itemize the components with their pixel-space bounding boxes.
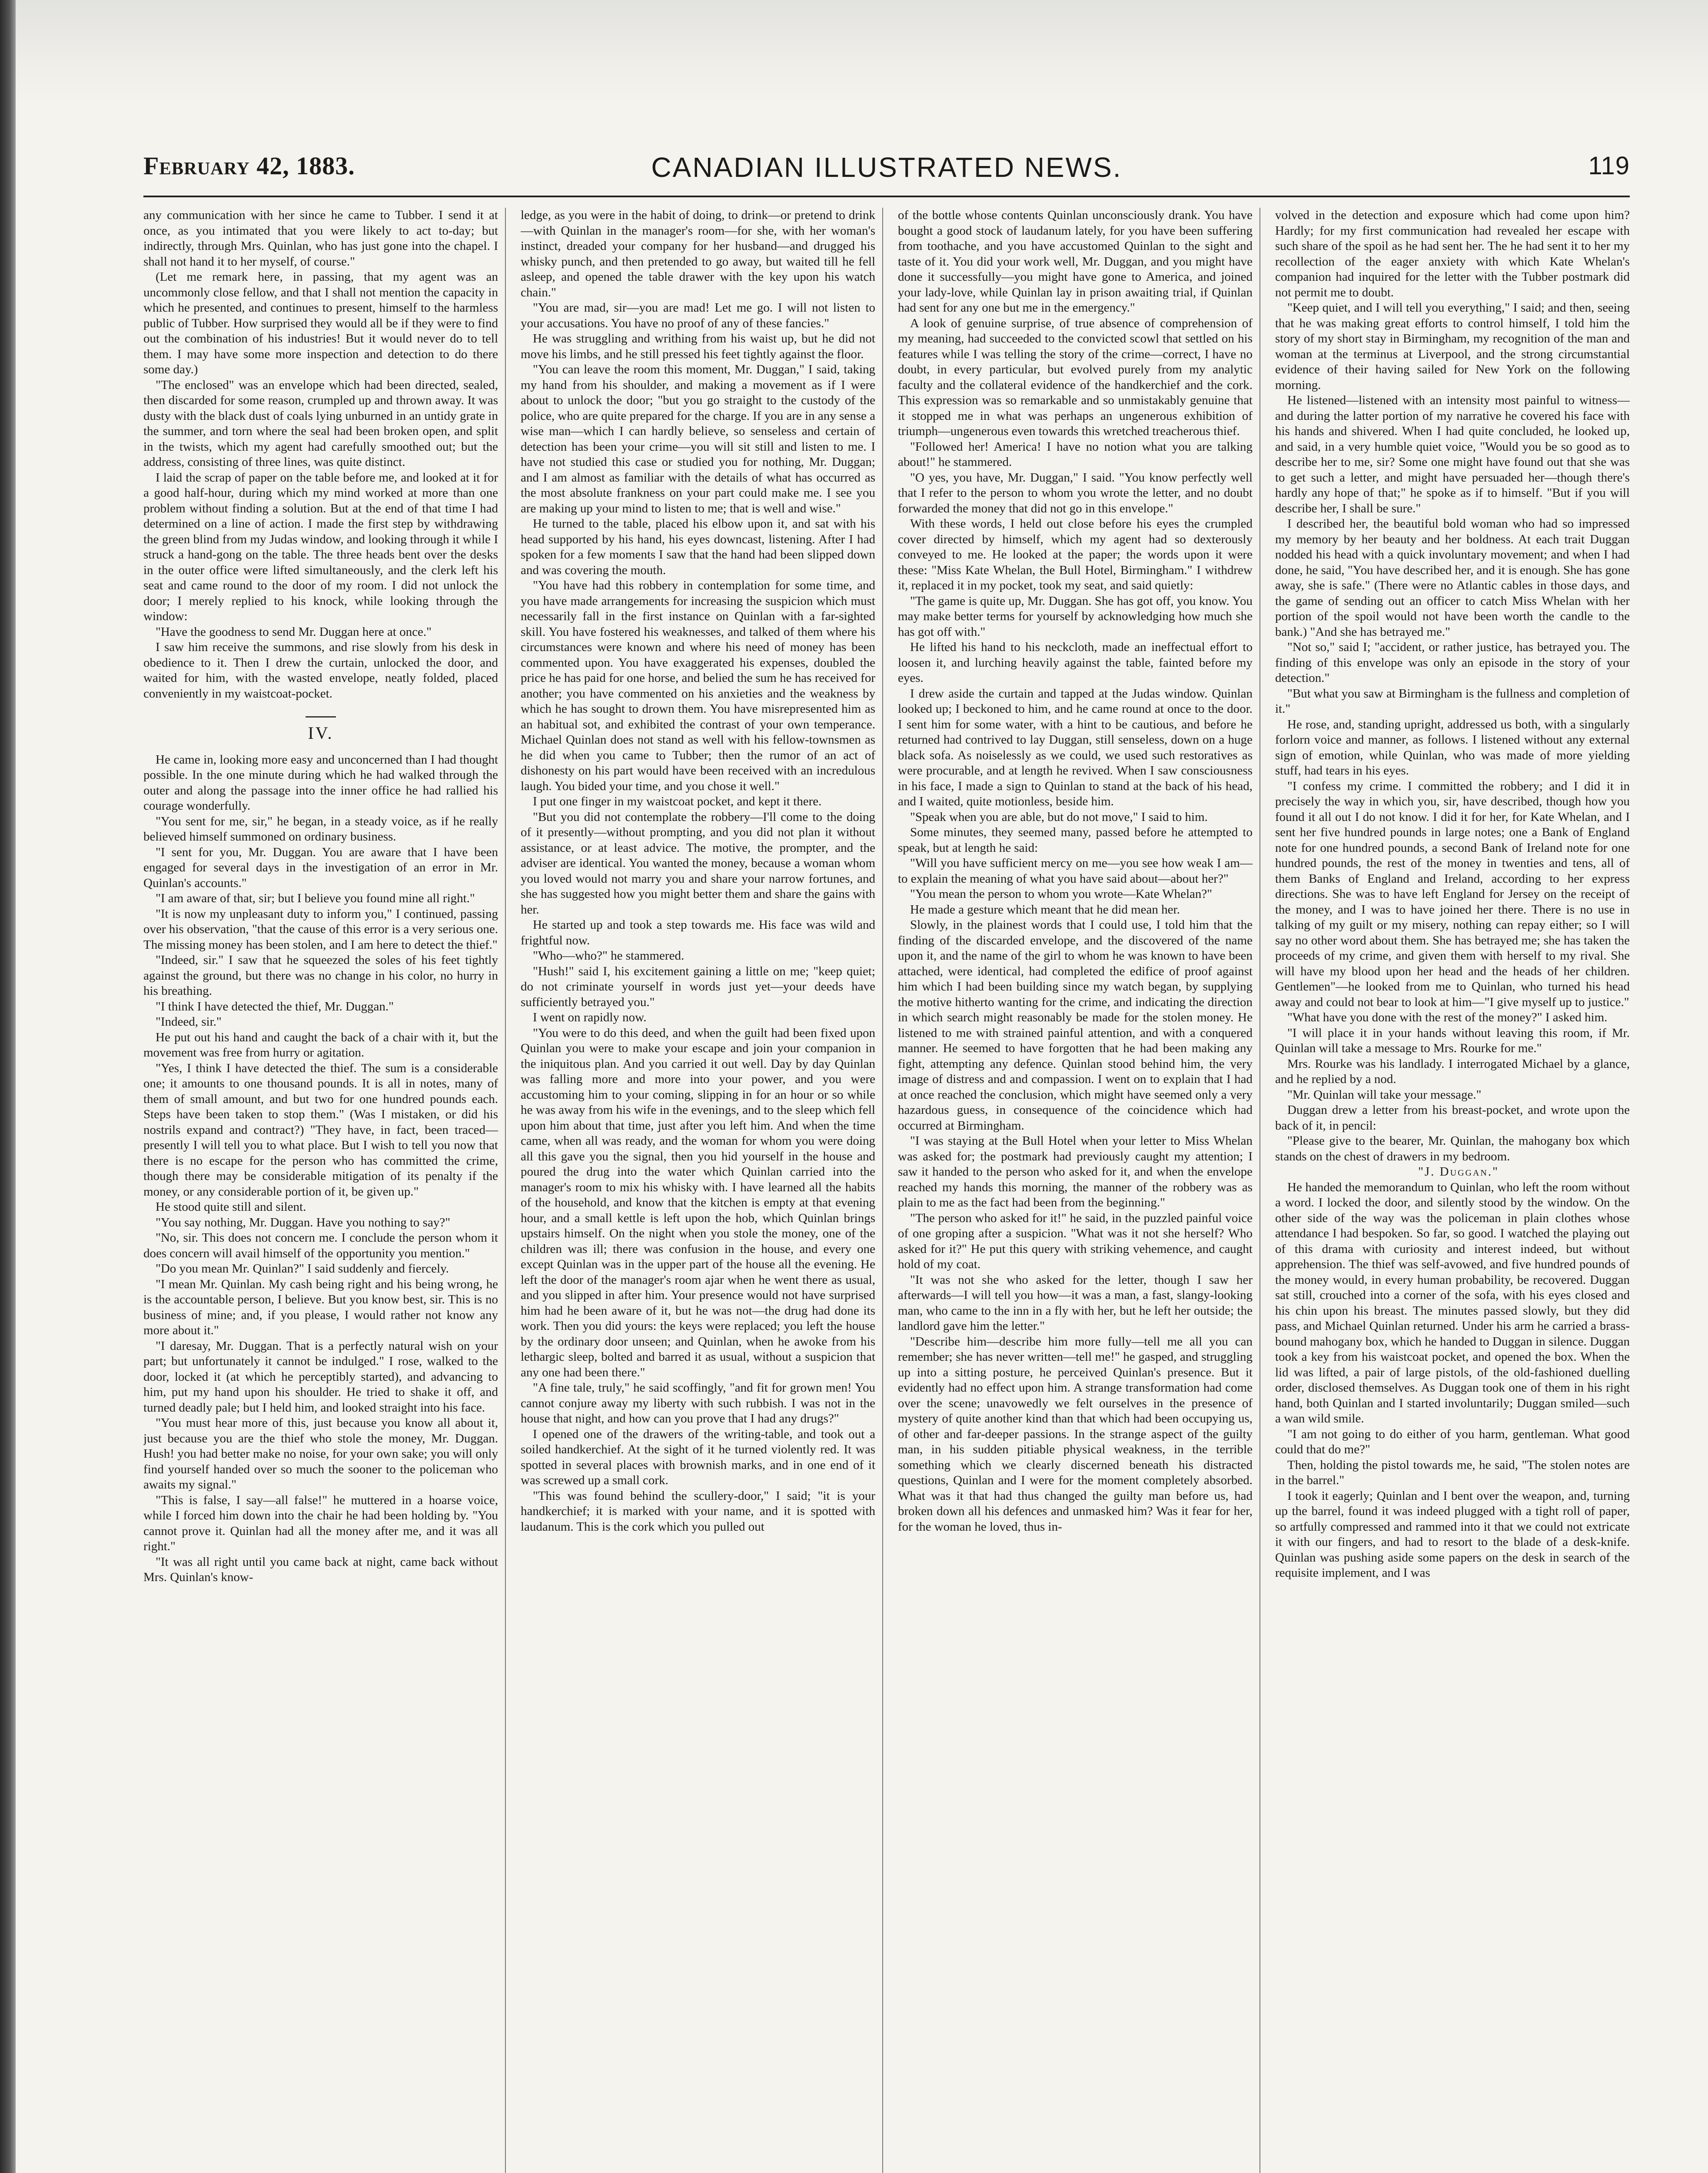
paragraph: "Not so," said I; "accident, or rather justice, has betrayed you. The finding of this envelope was only an episode in the story of your detection." [1275, 640, 1630, 685]
paragraph: "You must hear more of this, just because you know all about it, just because you are the thief who stole the money, Mr. Duggan. Hush! you had better make no noise, for your own sake; you will only find yourself handed over so much the sooner to the policeman who awaits my signal." [143, 1416, 498, 1492]
paragraph: "I am not going to do either of you harm, gentleman. What good could that do me?" [1275, 1427, 1630, 1456]
column-3 [898, 208, 1260, 2173]
paragraph: "A fine tale, truly," he said scoffingly, "and fit for grown men! You cannot conjure away my liberty with such rubbish. I was not in the house that night, and how can you prove that I had any drugs?" [521, 1381, 875, 1425]
paragraph: "I am aware of that, sir; but I believe you found mine all right." [156, 891, 475, 905]
paragraph: "This is false, I say—all false!" he muttered in a hoarse voice, while I forced him down into the chair he had been holding by. "You cannot prove it. Quinlan had all the money after me, and it was all right." [143, 1493, 498, 1553]
paragraph: "You mean the person to whom you wrote—Kate Whelan?" [910, 887, 1213, 901]
paragraph: "Speak when you are able, but do not move," I said to him. [910, 810, 1208, 824]
paragraph: "Yes, I think I have detected the thief. The sum is a considerable one; it amounts to one thousand pounds. It is all in notes, many of them of small amount, and but two for one hundred pounds each. Steps have been taken to stop them." (Was I mistaken, or did his nostrils expand and contract?) "They have, in fact, been traced—presently I will tell you to what place. But I wish to tell you now that there is no escape for the person who has committed the crime, though there may be considerable mitigation of its penalty if the money, or any considerable portion of it, be given up." [143, 1061, 498, 1199]
paragraph: Duggan drew a letter from his breast-pocket, and wrote upon the back of it, in pencil: [1275, 1103, 1630, 1133]
paragraph: ledge, as you were in the habit of doing, to drink—or pretend to drink—with Quinlan in the manager's room—for she, with her woman's instinct, dreaded your company for her husband—and drugged his whisky punch, and then pretended to go away, but waited till he fell asleep, and opened the table drawer with the key upon his watch chain." [521, 208, 875, 299]
section-number: IV. [308, 723, 334, 743]
paragraph: "You can leave the room this moment, Mr. Duggan," I said, taking my hand from his shoulder, and making a movement as if I were about to unlock the door; "but you go straight to the custody of the police, who are quite prepared for the charge. If you are in any sense a wise man—which I can hardly believe, so senseless and certain of detection has been your crime—you will sit still and listen to me. I have not studied this case or studied you for nothing, Mr. Duggan; and I am almost as familiar with the details of what has occurred as the most absolute frankness on your part could make me. I see you are making up your mind to listen to me; that is well and wise." [521, 362, 875, 515]
paragraph: "You sent for me, sir," he began, in a steady voice, as if he really believed himself summoned on ordinary business. [143, 814, 498, 844]
paragraph: "No, sir. This does not concern me. I conclude the person whom it does concern will avail himself of the opportunity you mention." [143, 1231, 498, 1260]
paragraph: I opened one of the drawers of the writing-table, and took out a soiled handkerchief. At the sight of it he turned violently red. It was spotted in several places with brownish marks, and in one end of it was screwed up a small cork. [521, 1427, 875, 1487]
paragraph: "Hush!" said I, his excitement gaining a little on me; "keep quiet; do not criminate yourself in words just yet—your deeds have sufficiently betrayed you." [521, 964, 875, 1009]
paragraph: "I was staying at the Bull Hotel when your letter to Miss Whelan was asked for; the postmark had previously caught my attention; I saw it handed to the person who asked for it, and when the envelope reached my hands this morning, the manner of the robbery was as plain to me as the fact had been from the beginning." [898, 1134, 1253, 1209]
paragraph: "I sent for you, Mr. Duggan. You are aware that I have been engaged for several days in the investigation of an error in Mr. Quinlan's accounts." [143, 845, 498, 890]
paragraph: "Mr. Quinlan will take your message." [1287, 1087, 1482, 1102]
section-divider [306, 716, 336, 718]
paragraph: "You are mad, sir—you are mad! Let me go. I will not listen to your accusations. You have no proof of any of these fancies." [521, 301, 875, 330]
paragraph: "But what you saw at Birmingham is the fullness and completion of it." [1275, 686, 1630, 716]
paragraph: I saw him receive the summons, and rise slowly from his desk in obedience to it. Then I drew the curtain, unlocked the door, and waited for him, with the wasted envelope, neatly folded, placed conveniently in my waistcoat-pocket. [143, 640, 498, 701]
header-page-number: 119 [1588, 152, 1630, 180]
paragraph: "Will you have sufficient mercy on me—you see how weak I am—to explain the meaning of what you have said about—about her?" [898, 856, 1253, 886]
paragraph: "Do you mean Mr. Quinlan?" I said suddenly and fiercely. [156, 1262, 449, 1276]
paragraph: I drew aside the curtain and tapped at the Judas window. Quinlan looked up; I beckoned to him, and he came round at once to the door. I sent him for some water, with a hint to be cautious, and before he returned had contrived to lay Duggan, still senseless, down on a huge black sofa. As noiselessly as we could, we used such restoratives as were procurable, and at length he revived. When I saw consciousness in his face, I made a sign to Quinlan to stand at the back of his head, and I waited, quite motionless, beside him. [898, 686, 1253, 808]
paragraph: "Who—who?" he stammered. [533, 949, 685, 963]
paragraph: He turned to the table, placed his elbow upon it, and sat with his head supported by his hand, his eyes downcast, listening. After I had spoken for a few moments I saw that the hand had been slipped down and was covering the mouth. [521, 517, 875, 577]
paragraph: "Describe him—describe him more fully—tell me all you can remember; she has never written—tell me!" he gasped, and struggling up into a sitting posture, he perceived Quinlan's presence. But it evidently had no effect upon him. A strange transformation had come over the scene; unavowedly we felt ourselves in the presence of mystery of quite another kind than that which had been occupying us, of other and far-deeper passions. In the strange aspect of the guilty man, in his sudden pitiable physical weakness, in the terrible something which we clearly discerned beneath his distracted questions, Quinlan and I were for the moment completely absorbed. What was it that had thus changed the guilty man before us, had broken down all his defences and unmasked him? Was it fear for her, for the woman he loved, thus in- [898, 1334, 1253, 1534]
paragraph: He rose, and, standing upright, addressed us both, with a singularly forlorn voice and manner, as follows. I listened without any external sign of emotion, while Quinlan, who was made of more yielding stuff, had tears in his eyes. [1275, 717, 1630, 777]
paragraph: "This was found behind the scullery-door," I said; "it is your handkerchief; it is marked with your name, and it is spotted with laudanum. This is the cork which you pulled out [521, 1489, 875, 1534]
paragraph: "Indeed, sir." I saw that he squeezed the soles of his feet tightly against the ground, but there was no change in his color, no hurry in his breathing. [143, 953, 498, 998]
paragraph: "The game is quite up, Mr. Duggan. She has got off, you know. You may make better terms for yourself by acknowledging how much she has got off with." [898, 594, 1253, 639]
paragraph: "O yes, you have, Mr. Duggan," I said. "You know perfectly well that I refer to the person to whom you wrote the letter, and no doubt forwarded the money that did not go in this envelope." [898, 470, 1253, 515]
paragraph: He lifted his hand to his neckcloth, made an ineffectual effort to loosen it, and lurching heavily against the table, fainted before my eyes. [898, 640, 1253, 685]
paragraph: any communication with her since he came to Tubber. I send it at once, as you intimated that you were likely to act to-day; but indirectly, through Mrs. Quinlan, who has just gone into the chapel. I shall not hand it to her myself, of course." [143, 208, 498, 269]
paragraph: "The enclosed" was an envelope which had been directed, sealed, then discarded for some reason, crumpled up and thrown away. It was dusty with the black dust of coals lying unburned in an untidy grate in the summer, and torn where the seal had been broken open, and split in the twists, which my agent had carefully smoothed out; but the address, consisting of three lines, was quite distinct. [143, 378, 498, 469]
column-2 [521, 208, 883, 2173]
paragraph: Slowly, in the plainest words that I could use, I told him that the finding of the discarded envelope, and the discovered of the name upon it, and the name of the girl to whom he was known to have been attached, were identical, had completed the edifice of proof against him which I had been building since my watch began, by supplying the motive hitherto wanting for the crime, and indicating the direction in which search might reasonably be made for the stolen money. He listened to me with strained painful attention, and with a conquered manner. He seemed to have forgotten that he had been making any fight, attempting any defence. Quinlan stood behind him, the very image of distress and and compassion. I went on to explain that I had at once reached the conclusion, which might have seemed only a very hazardous guess, in consequence of the coincidence which had occurred at Birmingham. [898, 918, 1253, 1133]
newspaper-page [143, 143, 1630, 2173]
paragraph: "Please give to the bearer, Mr. Quinlan, the mahogany box which stands on the chest of drawers in my bedroom. [1275, 1134, 1630, 1163]
paragraph: A look of genuine surprise, of true absence of comprehension of my meaning, had succeeded to the convicted scowl that settled on his features while I was telling the story of the crime—correct, I have no doubt, in every particular, but evolved purely from my analytic faculty and the collateral evidence of the handkerchief and the cork. This expression was so remarkable and so unmistakably genuine that it stopped me in what was perhaps an ungenerous exhibition of triumph—ungenerous even towards this wretched treacherous thief. [898, 316, 1253, 438]
paragraph: He put out his hand and caught the back of a chair with it, but the movement was free from hurry or agitation. [143, 1030, 498, 1060]
paragraph: "I think I have detected the thief, Mr. Duggan." [156, 999, 394, 1013]
paragraph: He was struggling and writhing from his waist up, but he did not move his limbs, and he still pressed his feet tightly against the floor. [521, 332, 875, 361]
paragraph: Then, holding the pistol towards me, he said, "The stolen notes are in the barrel." [1275, 1458, 1630, 1487]
paragraph: "It was all right until you came back at night, came back without Mrs. Quinlan's know- [143, 1555, 498, 1584]
scan-top-shadow [0, 0, 1708, 104]
paragraph: Some minutes, they seemed many, passed before he attempted to speak, but at length he said: [898, 825, 1253, 855]
scan-binding-edge [0, 0, 16, 2173]
column-4 [1275, 208, 1630, 2173]
paragraph: "Followed her! America! I have no notion what you are talking about!" he stammered. [898, 439, 1253, 469]
paragraph: (Let me remark here, in passing, that my agent was an uncommonly close fellow, and that I shall not mention the capacity in which he presented, and continues to present, himself to the harmless public of Tubber. How surprised they would all be if they were to find out the combination of his industries! But it would never do to tell them. I may have some more inspection and detection to do there some day.) [143, 270, 498, 376]
paragraph: I put one finger in my waistcoat pocket, and kept it there. [533, 794, 822, 808]
paragraph: I went on rapidly now. [533, 1010, 647, 1024]
header-title: CANADIAN ILLUSTRATED NEWS. [651, 152, 1122, 183]
paragraph: I took it eagerly; Quinlan and I bent over the weapon, and, turning up the barrel, found it was indeed plugged with a tight roll of paper, so artfully compressed and rammed into it that we could not extricate it with our fingers, and had to resort to the blade of a desk-knife. Quinlan was pushing aside some papers on the desk in search of the requisite implement, and I was [1275, 1489, 1630, 1580]
paragraph: "Keep quiet, and I will tell you everything," I said; and then, seeing that he was making great efforts to control himself, I told him the story of my short stay in Birmingham, my recognition of the man and woman at the terminus at Liverpool, and the strong circumstantial evidence of their having sailed for New York on the following morning. [1275, 301, 1630, 392]
paragraph: "I will place it in your hands without leaving this room, if Mr. Quinlan will take a message to Mrs. Rourke for me." [1275, 1026, 1630, 1055]
paragraph: "You have had this robbery in contemplation for some time, and you have made arrangements for increasing the suspicion which must necessarily fall in the first instance on Quinlan with a far-sighted skill. You have fostered his weaknesses, and talked of them where his circumstances were known and where his need of money has been commented upon. You have exaggerated his expenses, doubled the price he has paid for one horse, and belied the sum he has received for another; you have commented on his anxieties and the weakness by which he has sought to drown them. You have misrepresented him as an habitual sot, and exhibited the contrast of your own temperance. Michael Quinlan does not stand as well with his fellow-townsmen as he did when you came to Tubber; then the rumor of an act of dishonesty on his part would have been received with an incredulous laugh. You bided your time, and you chose it well." [521, 578, 875, 793]
paragraph: "You say nothing, Mr. Duggan. Have you nothing to say?" [156, 1215, 451, 1229]
paragraph: He stood quite still and silent. [156, 1200, 306, 1214]
paragraph: He listened—listened with an intensity most painful to witness—and during the latter portion of my narrative he covered his face with his hands and shivered. When I had quite concluded, he looked up, and said, in a very humble quiet voice, "Would you be so good as to describe her to me, sir? Some one might have found out that she was to get such a letter, and might have persuaded her—though there's hardly any hope of that;" he spoke as if to himself. "But if you will describe her, I shall be sure." [1275, 393, 1630, 515]
text-columns [143, 208, 1630, 2173]
paragraph: He made a gesture which meant that he did mean her. [910, 902, 1180, 917]
paragraph: He started up and took a step towards me. His face was wild and frightful now. [521, 918, 875, 947]
paragraph: "You were to do this deed, and when the guilt had been fixed upon Quinlan you were to make your escape and join your companion in the iniquitous plan. And you carried it out well. Day by day Quinlan was falling more and more into your power, and you were accustoming him to your coming, slipping in for an hour or so while he was away from his wife in the evenings, and to the sleep which fell upon him about that time, just after you left him. And when the time came, when all was ready, and the woman for whom you were doing all this gave you the signal, then you hid yourself in the house and poured the drug into the water which Quinlan carried into the manager's room to mix his whisky with. I have learned all the habits of the household, and know that the kitchen is empty at that evening hour, and a small kettle is left upon the hob, which Quinlan brings upstairs himself. On the night when you stole the money, one of the children was ill; there was confusion in the house, and every one except Quinlan was in the upper part of the house all the evening. He left the door of the manager's room ajar when he went there as usual, and you slipped in after him. Your presence would not have surprised him had he been aware of it, but he was not—the drug had done its work. Then you did yours: the keys were replaced; you left the house by the ordinary door unseen; and Quinlan, when he awoke from his lethargic sleep, bolted and barred it as usual, without a suspicion that any one had been there." [521, 1026, 875, 1379]
signature-line: "J. Duggan." [1418, 1165, 1499, 1179]
paragraph: "But you did not contemplate the robbery—I'll come to the doing of it presently—without prompting, and you did not plan it without assistance, or at least advice. The motive, the prompter, and the adviser are identical. You wanted the money, because a woman whom you loved would not marry you and share your narrow fortunes, and she has suggested how you might better them and share the gains with her. [521, 810, 875, 917]
paragraph: "It was not she who asked for the letter, though I saw her afterwards—I will tell you how—it was a man, a fast, slangy-looking man, who came to the inn in a fly with her, but he left her outside; the landlord gave him the letter." [898, 1273, 1253, 1333]
paragraph: I laid the scrap of paper on the table before me, and looked at it for a good half-hour, during which my mind worked at more than one problem without finding a solution. But at the end of that time I had determined on a line of action. I made the first step by withdrawing the green blind from my Judas window, and looking through it while I struck a hand-gong on the table. The three heads bent over the desks in the outer office were lifted simultaneously, and the clerk left his seat and came round to the door of my room. I did not unlock the door; I merely replied to his knock, while looking through the window: [143, 470, 498, 623]
paragraph: He came in, looking more easy and unconcerned than I had thought possible. In the one minute during which he had walked through the outer and along the passage into the inner office he had rallied his courage wonderfully. [143, 752, 498, 813]
paragraph: I described her, the beautiful bold woman who had so impressed my memory by her beauty and her boldness. At each trait Duggan nodded his head with a quick involuntary movement; and when I had done, he said, "You have described her, and it is enough. She has gone away, she is safe." (There were no Atlantic cables in those days, and the game of sending out an officer to catch Miss Whelan with her portion of the spoil would not have been worth the candle to the bank.) "And she has betrayed me." [1275, 517, 1630, 639]
paragraph: "The person who asked for it!" he said, in the puzzled painful voice of one groping after a suspicion. "What was it not she herself? Who asked for it?" He put this query with striking vehemence, and caught hold of my coat. [898, 1211, 1253, 1271]
column-1 [143, 208, 506, 2173]
header-date: February 42, 1883. [143, 152, 355, 180]
paragraph: With these words, I held out close before his eyes the crumpled cover directed by himself, which my agent had so dexterously conveyed to me. He looked at the paper; the words upon it were these: "Miss Kate Whelan, the Bull Hotel, Birmingham." I withdrew it, replaced it in my pocket, took my seat, and said quietly: [898, 517, 1253, 592]
page-header [143, 143, 1630, 197]
paragraph: "It is now my unpleasant duty to inform you," I continued, passing over his observation, "that the cause of this error is a very serious one. The missing money has been stolen, and I am here to detect the thief." [143, 907, 498, 952]
paragraph: "What have you done with the rest of the money?" I asked him. [1287, 1010, 1608, 1024]
paragraph: "Have the goodness to send Mr. Duggan here at once." [156, 625, 432, 639]
paragraph: He handed the memorandum to Quinlan, who left the room without a word. I locked the door, and silently stood by the window. On the other side of the way was the policeman in plain clothes whose attendance I had bespoken. So far, so good. I watched the playing out of this drama with curiosity and interest indeed, but without apprehension. The thief was self-avowed, and five hundred pounds of the money would, in every human probability, be recovered. Duggan sat still, crouched into a corner of the sofa, with his eyes closed and his chin upon his breast. The minutes passed slowly, but they did pass, and Michael Quinlan returned. Under his arm he carried a brass-bound mahogany box, which he handed to Duggan in silence. Duggan took a key from his waistcoat pocket, and opened the box. When the lid was lifted, a pair of large pistols, of the old-fashioned duelling order, disclosed themselves. As Duggan took one of them in his right hand, both Quinlan and I started involuntarily; Duggan smiled—such a wan wild smile. [1275, 1180, 1630, 1425]
paragraph: "I daresay, Mr. Duggan. That is a perfectly natural wish on your part; but unfortunately it cannot be indulged." I rose, walked to the door, locked it (at which he perceptibly started), and advancing to him, put my hand upon his shoulder. He tried to shake it off, and turned deadly pale; but I held him, and looked straight into his face. [143, 1339, 498, 1415]
paragraph: "Indeed, sir." [156, 1015, 222, 1029]
paragraph: "I mean Mr. Quinlan. My cash being right and his being wrong, he is the accountable person, I believe. But you know best, sir. This is no business of mine; and, if you please, I would rather not know any more about it." [143, 1277, 498, 1337]
paragraph: Mrs. Rourke was his landlady. I interrogated Michael by a glance, and he replied by a nod. [1275, 1057, 1630, 1086]
paragraph: of the bottle whose contents Quinlan unconsciously drank. You have bought a good stock of laudanum lately, for you have been suffering from toothache, and you have accustomed Quinlan to the sight and taste of it. You did your work well, Mr. Duggan, and you might have done it successfully—you might have gone to America, and joined your lady-love, while Quinlan lay in prison awaiting trial, if Quinlan had sent for any one but me in the emergency." [898, 208, 1253, 315]
paragraph: "I confess my crime. I committed the robbery; and I did it in precisely the way in which you, sir, have described, though how you found it all out I do not know. I did it for her, for Kate Whelan, and I sent her five hundred pounds in large notes; one a Bank of England note for one hundred pounds, a second Bank of Ireland note for one hundred pounds, the rest of the money in twenties and tens, all of them Banks of England and Ireland, according to her express directions. She was to have left England for Jersey on the receipt of the money, and I was to have joined her there. There is no use in talking of my guilt or my misery, nothing can repay either; so I will say no other word about them. She has betrayed me; she has taken the proceeds of my crime, and given them with herself to my rival. She will have my blood upon her head and the heads of her children. Gentlemen"—he looked from me to Quinlan, who turned his head away and could not bear to look at him—"I give myself up to justice." [1275, 779, 1630, 1009]
paragraph: volved in the detection and exposure which had come upon him? Hardly; for my first communication had revealed her escape with such share of the spoil as he had sent her. The he had sent it to her my recollection of the eager anxiety with which Kate Whelan's companion had inquired for the letter with the Tubber postmark did not permit me to doubt. [1275, 208, 1630, 299]
